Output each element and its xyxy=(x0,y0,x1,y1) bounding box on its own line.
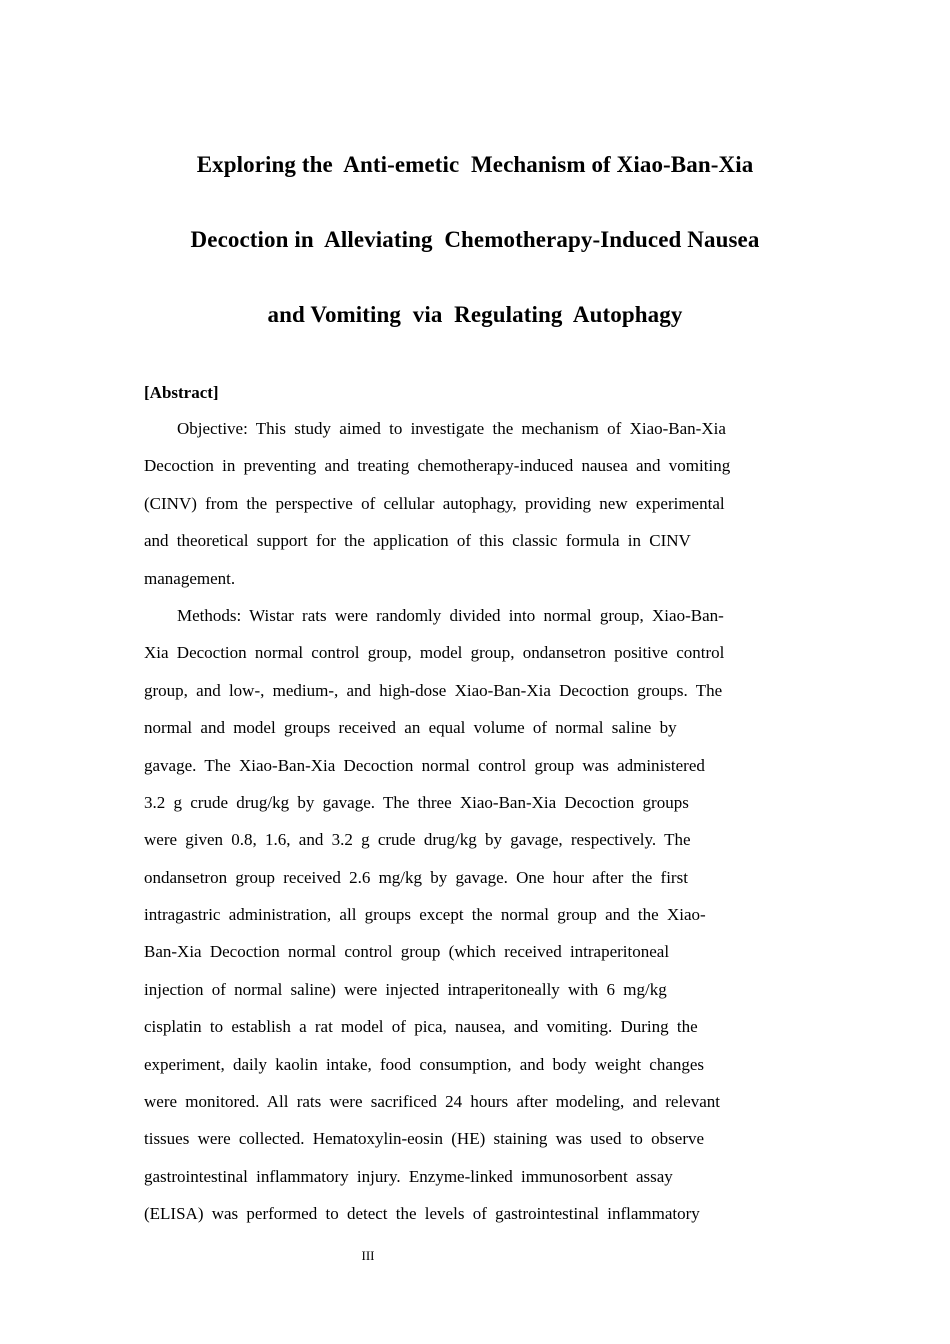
methods-line: ondansetron group received 2.6 mg/kg by gavage. One hour after the first xyxy=(144,867,688,887)
methods-line: Xia Decoction normal control group, model group, ondansetron positive control xyxy=(144,643,725,663)
methods-line: normal and model groups received an equal volume of normal saline by xyxy=(144,718,677,738)
methods-line: were monitored. All rats were sacrificed 24 hours after modeling, and relevant xyxy=(144,1092,720,1112)
methods-line: gastrointestinal inflammatory injury. Enzyme-linked immunosorbent assay xyxy=(144,1166,673,1186)
methods-line: cisplatin to establish a rat model of pica, nausea, and vomiting. During the xyxy=(144,1017,698,1037)
methods-line: experiment, daily kaolin intake, food consumption, and body weight changes xyxy=(144,1054,705,1074)
title-line-2: Decoction in Alleviating Chemotherapy-Induced Nausea xyxy=(190,227,760,252)
paper-title xyxy=(0,146,950,371)
methods-line: group, and low-, medium-, and high-dose Xiao-Ban-Xia Decoction groups. The xyxy=(144,680,723,700)
objective-line: Objective: This study aimed to investigate the mechanism of Xiao-Ban-Xia xyxy=(177,419,726,438)
title-line-3: and Vomiting via Regulating Autophagy xyxy=(267,302,683,327)
objective-line: Decoction in preventing and treating chemotherapy-induced nausea and vomiting xyxy=(144,456,731,476)
abstract-body xyxy=(144,416,814,1239)
methods-line: Methods: Wistar rats were randomly divided into normal group, Xiao-Ban- xyxy=(177,605,724,625)
objective-line: (CINV) from the perspective of cellular autophagy, providing new experimental xyxy=(144,493,725,513)
methods-line: gavage. The Xiao-Ban-Xia Decoction normal control group was administered xyxy=(144,755,705,775)
methods-line: intragastric administration, all groups except the normal group and the Xiao- xyxy=(144,905,706,925)
page-number: III xyxy=(361,1248,375,1263)
methods-line: tissues were collected. Hematoxylin-eosin (HE) staining was used to observe xyxy=(144,1129,705,1149)
abstract-heading: [Abstract] xyxy=(144,383,219,402)
methods-line: Ban-Xia Decoction normal control group (which received intraperitoneal xyxy=(144,942,670,962)
methods-line: (ELISA) was performed to detect the levels of gastrointestinal inflammatory xyxy=(144,1204,700,1224)
methods-line: injection of normal saline) were injected intraperitoneally with 6 mg/kg xyxy=(144,979,667,999)
objective-line: and theoretical support for the application of this classic formula in CINV xyxy=(144,531,691,551)
objective-line: management. xyxy=(144,568,236,588)
title-line-1: Exploring the Anti-emetic Mechanism of Xiao-Ban-Xia xyxy=(196,152,754,177)
methods-line: were given 0.8, 1.6, and 3.2 g crude drug/kg by gavage, respectively. The xyxy=(144,830,691,850)
methods-line: 3.2 g crude drug/kg by gavage. The three Xiao-Ban-Xia Decoction groups xyxy=(144,792,689,812)
